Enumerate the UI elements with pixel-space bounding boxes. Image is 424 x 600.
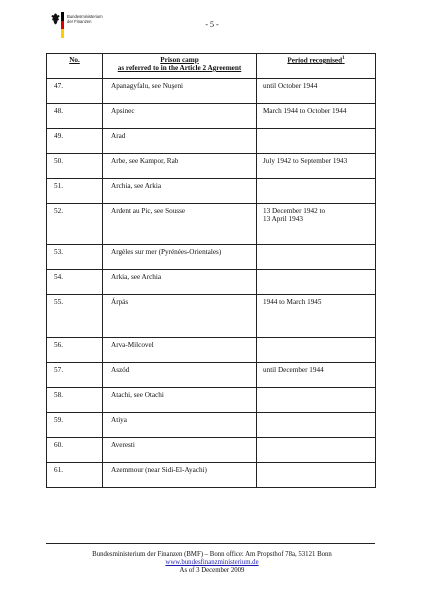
- website-link[interactable]: www.bundesfinanzministerium.de: [165, 559, 259, 566]
- period-recognised: [257, 413, 376, 438]
- row-number: 60.: [47, 438, 103, 463]
- camp-name: Árpás: [103, 295, 257, 338]
- row-number: 53.: [47, 245, 103, 270]
- period-recognised: [257, 245, 376, 270]
- table-row: [47, 295, 376, 338]
- header-prison-camp: Prison camp as referred to in the Article 2 Agreement: [103, 54, 257, 79]
- row-number: 50.: [47, 154, 103, 179]
- row-number: 47.: [47, 79, 103, 104]
- period-recognised: [257, 129, 376, 154]
- period-recognised: March 1944 to October 1944: [257, 104, 376, 129]
- period-recognised: [257, 463, 376, 488]
- camp-name: Atachi, see Otachi: [103, 388, 257, 413]
- period-recognised: July 1942 to September 1943: [257, 154, 376, 179]
- header-no: No.: [47, 54, 103, 79]
- camp-name: Atiya: [103, 413, 257, 438]
- camp-name: Argèles sur mer (Pyrénées-Orientales): [103, 245, 257, 270]
- logo-text: Bundesministerium der Finanzen: [67, 14, 103, 24]
- camp-name: Archia, see Arkia: [103, 179, 257, 204]
- table-row: [47, 154, 376, 179]
- footer-date: As of 3 December 2009: [179, 567, 245, 574]
- row-number: 52.: [47, 204, 103, 245]
- period-recognised: [257, 338, 376, 363]
- camp-name: Apanagyfalu, see Nuşeni: [103, 79, 257, 104]
- period-recognised: until December 1944: [257, 363, 376, 388]
- table-row: [47, 413, 376, 438]
- table-row: [47, 79, 376, 104]
- row-number: 57.: [47, 363, 103, 388]
- camp-name: Arva-Milcovel: [103, 338, 257, 363]
- period-recognised: [257, 388, 376, 413]
- row-number: 49.: [47, 129, 103, 154]
- footer-divider: [46, 543, 375, 544]
- camp-name: Azemmour (near Sidi-El-Ayachi): [103, 463, 257, 488]
- camp-name: Arbe, see Kampor, Rab: [103, 154, 257, 179]
- table-row: [47, 270, 376, 295]
- period-recognised: [257, 179, 376, 204]
- camp-name: Averesti: [103, 438, 257, 463]
- row-number: 55.: [47, 295, 103, 338]
- table-row: [47, 338, 376, 363]
- table-row: [47, 438, 376, 463]
- camp-name: Arad: [103, 129, 257, 154]
- footer-address: Bundesministerium der Finanzen (BMF) – Bonn office: Am Propsthof 78a, 53121 Bonn: [92, 551, 332, 558]
- period-recognised: [257, 270, 376, 295]
- prison-camp-table: [46, 53, 376, 488]
- table-row: [47, 204, 376, 245]
- page-number: - 5 -: [205, 20, 219, 29]
- header-period: Period recognised$^1$: [257, 54, 376, 79]
- camp-name: Aszód: [103, 363, 257, 388]
- period-recognised: 1944 to March 1945: [257, 295, 376, 338]
- row-number: 59.: [47, 413, 103, 438]
- row-number: 61.: [47, 463, 103, 488]
- table-row: [47, 463, 376, 488]
- table-row: [47, 388, 376, 413]
- table-row: [47, 245, 376, 270]
- period-recognised: until October 1944: [257, 79, 376, 104]
- row-number: 48.: [47, 104, 103, 129]
- row-number: 58.: [47, 388, 103, 413]
- period-recognised: 13 December 1942 to 13 April 1943: [257, 204, 376, 245]
- table-row: [47, 104, 376, 129]
- table-row: [47, 129, 376, 154]
- row-number: 56.: [47, 338, 103, 363]
- row-number: 51.: [47, 179, 103, 204]
- row-number: 54.: [47, 270, 103, 295]
- camp-name: Apsinec: [103, 104, 257, 129]
- table-header-row: [47, 54, 376, 79]
- camp-name: Ardent au Pic, see Sousse: [103, 204, 257, 245]
- period-recognised: [257, 438, 376, 463]
- camp-name: Arkia, see Archia: [103, 270, 257, 295]
- table-row: [47, 179, 376, 204]
- table-row: [47, 363, 376, 388]
